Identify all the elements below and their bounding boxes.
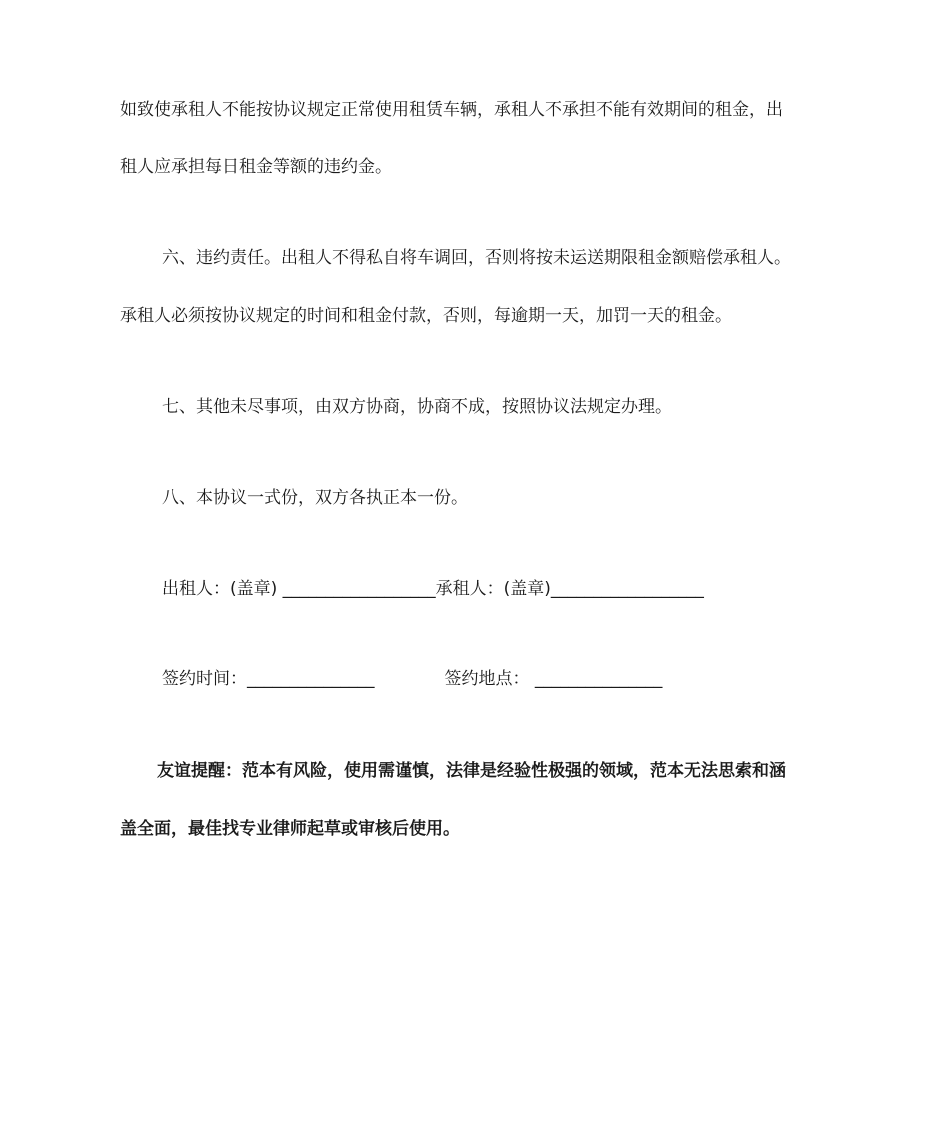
clause-7: 七、其他未尽事项，由双方协商，协商不成，按照协议法规定办理。: [162, 397, 672, 417]
signature-lessor-row: [162, 578, 704, 600]
lessor-signature-field: 出租人：(盖章) __________________: [162, 579, 436, 599]
sign-place-field: 签约地点： _______________: [444, 669, 663, 689]
lessee-signature-field: 承租人：(盖章)__________________: [435, 579, 704, 599]
signature-date-row: [162, 668, 662, 690]
sign-time-field: 签约时间：_______________: [162, 669, 375, 689]
clause-6-line-1: 六、违约责任。出租人不得私自将车调回，否则将按未运送期限租金额赔偿承租人。: [162, 248, 791, 268]
reminder-line-1: 友谊提醒：范本有风险，使用需谨慎，法律是经验性极强的领域，范本无法思索和涵: [157, 761, 786, 781]
continuation-line-2: 租人应承担每日租金等额的违约金。: [120, 157, 392, 177]
clause-6-line-2: 承租人必须按协议规定的时间和租金付款，否则，每逾期一天，加罚一天的租金。: [120, 306, 732, 326]
continuation-line-1: 如致使承租人不能按协议规定正常使用租赁车辆，承租人不承担不能有效期间的租金，出: [120, 100, 783, 120]
clause-8: 八、本协议一式份，双方各执正本一份。: [162, 488, 468, 508]
reminder-line-2: 盖全面，最佳找专业律师起草或审核后使用。: [120, 819, 460, 839]
